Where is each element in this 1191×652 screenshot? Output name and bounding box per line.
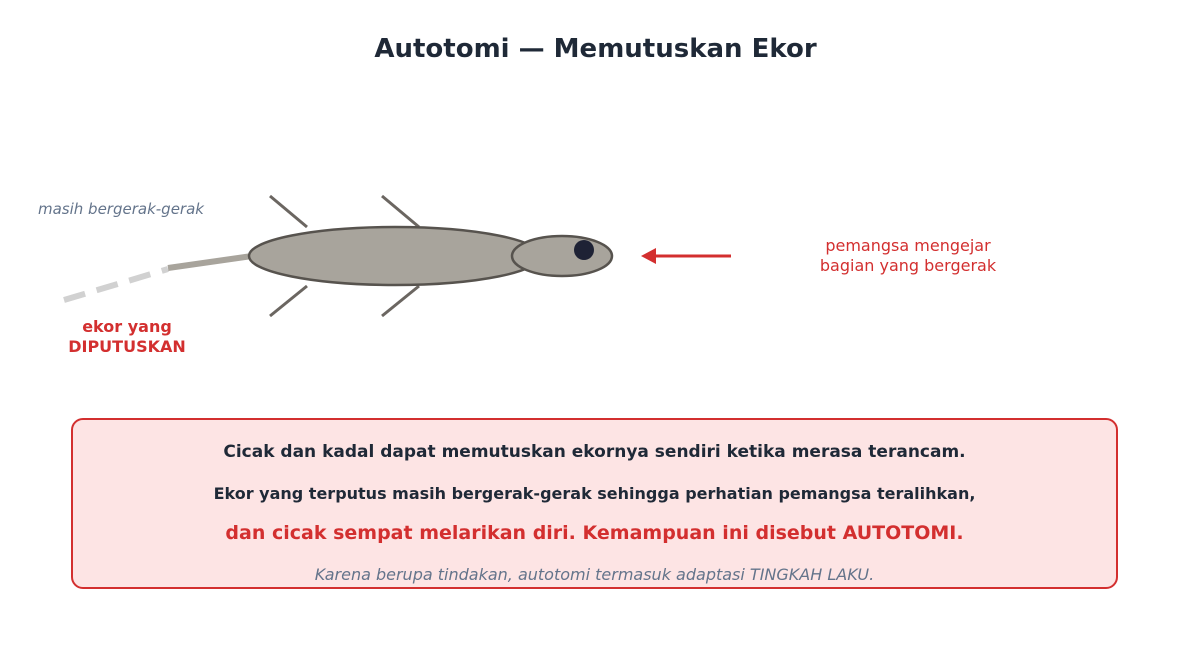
predator-label-line2: bagian yang bergerak — [819, 256, 997, 275]
front-right-leg — [382, 196, 419, 227]
severed-tail-label-line2: DIPUTUSKAN — [68, 337, 186, 356]
predator-label-line1: pemangsa mengejar — [825, 236, 991, 255]
lizard-body — [249, 227, 541, 285]
explanation-box — [71, 418, 1118, 589]
severed-tail-label-line1: ekor yang — [82, 317, 172, 336]
severed-tail-label — [52, 317, 202, 357]
lizard-head — [512, 236, 612, 276]
back-right-leg — [382, 286, 419, 316]
front-left-leg — [270, 196, 307, 227]
severed-tail — [64, 269, 168, 300]
predator-label — [788, 236, 1028, 276]
lizard-eye — [574, 240, 594, 260]
explanation-line-1: Cicak dan kadal dapat memutuskan ekornya sendiri ketika merasa terancam. — [223, 442, 966, 462]
explanation-highlight-line: dan cicak sempat melarikan diri. Kemampuan ini disebut AUTOTOMI. — [225, 522, 964, 544]
still-moving-label: masih bergerak-gerak — [38, 200, 204, 218]
tail-stump — [168, 256, 252, 268]
predator-arrow-head — [641, 248, 656, 264]
page-title: Autotomi — Memutuskan Ekor — [374, 34, 817, 64]
explanation-note: Karena berupa tindakan, autotomi termasuk adaptasi TINGKAH LAKU. — [314, 565, 875, 584]
explanation-line-2: Ekor yang terputus masih bergerak-gerak sehingga perhatian pemangsa teralihkan, — [213, 484, 976, 503]
back-left-leg — [270, 286, 307, 316]
